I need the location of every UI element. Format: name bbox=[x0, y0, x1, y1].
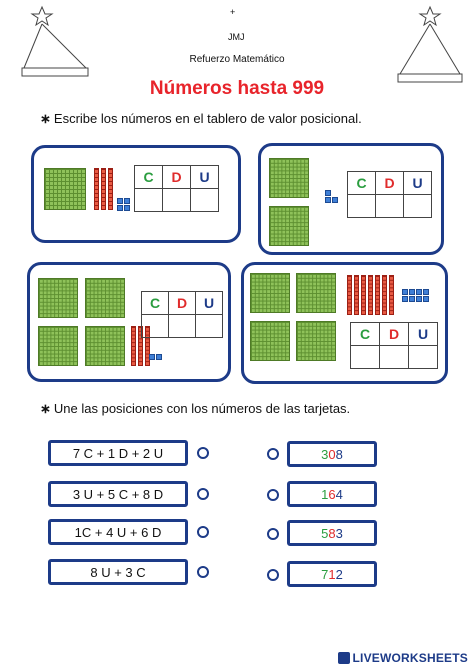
unit-cube bbox=[325, 190, 331, 196]
left-connector-dot-2[interactable] bbox=[197, 488, 209, 500]
star-bullet: ∗ bbox=[40, 401, 51, 416]
unit-cube bbox=[156, 354, 162, 360]
header-c: C bbox=[351, 323, 380, 346]
ten-rod bbox=[101, 168, 106, 210]
header-d: D bbox=[163, 166, 191, 189]
right-connector-dot-2[interactable] bbox=[267, 489, 279, 501]
answer-cell-u[interactable] bbox=[196, 315, 223, 338]
subtitle: Refuerzo Matemático bbox=[189, 54, 285, 65]
ten-rod bbox=[368, 275, 373, 315]
digit-tens: 1 bbox=[328, 566, 336, 582]
hundred-block bbox=[250, 321, 290, 361]
place-value-panel-2 bbox=[258, 143, 444, 255]
unit-cube bbox=[402, 289, 408, 295]
digit-tens: 0 bbox=[328, 446, 336, 462]
instruction-text: Escribe los números en el tablero de valor posicional. bbox=[53, 111, 362, 126]
right-connector-dot-3[interactable] bbox=[267, 528, 279, 540]
header-u: U bbox=[409, 323, 438, 346]
unit-cube bbox=[117, 198, 123, 204]
answer-cell-c[interactable] bbox=[135, 189, 163, 212]
unit-cube bbox=[325, 197, 331, 203]
hundred-block bbox=[269, 158, 309, 198]
answer-cell-d[interactable] bbox=[380, 346, 409, 369]
unit-cube bbox=[117, 205, 123, 211]
hundred-block bbox=[85, 278, 125, 318]
header-u: U bbox=[191, 166, 219, 189]
digit-units: 3 bbox=[335, 525, 343, 541]
digit-hundreds: 7 bbox=[321, 566, 329, 582]
hundred-block bbox=[38, 278, 78, 318]
place-value-panel-3 bbox=[27, 262, 231, 382]
answer-cell-u[interactable] bbox=[409, 346, 438, 369]
digit-units: 2 bbox=[335, 566, 343, 582]
hundred-block bbox=[85, 326, 125, 366]
header-c: C bbox=[348, 172, 376, 195]
number-card-4 bbox=[287, 561, 377, 587]
page-title: Números hasta 999 bbox=[149, 78, 325, 99]
header-u: U bbox=[404, 172, 432, 195]
ten-rod bbox=[382, 275, 387, 315]
answer-cell-u[interactable] bbox=[404, 195, 432, 218]
place-value-table bbox=[347, 171, 432, 218]
hundred-block bbox=[296, 273, 336, 313]
unit-cube bbox=[149, 354, 155, 360]
star-bullet: ∗ bbox=[40, 111, 51, 126]
unit-cube bbox=[409, 296, 415, 302]
answer-cell-u[interactable] bbox=[191, 189, 219, 212]
expression-box-2: 3 U + 5 C + 8 D bbox=[48, 481, 188, 507]
answer-cell-c[interactable] bbox=[348, 195, 376, 218]
unit-cube bbox=[416, 289, 422, 295]
place-value-table bbox=[141, 291, 223, 338]
answer-cell-d[interactable] bbox=[169, 315, 196, 338]
digit-units: 8 bbox=[335, 446, 343, 462]
unit-cube bbox=[423, 296, 429, 302]
expression-box-4: 8 U + 3 C bbox=[48, 559, 188, 585]
expression-box-3: 1C + 4 U + 6 D bbox=[48, 519, 188, 545]
number-card-1 bbox=[287, 441, 377, 467]
left-tree-drawing bbox=[20, 4, 92, 82]
ten-rod bbox=[108, 168, 113, 210]
unit-cube bbox=[423, 289, 429, 295]
unit-cube bbox=[416, 296, 422, 302]
header-c: C bbox=[142, 292, 169, 315]
digit-units: 4 bbox=[335, 486, 343, 502]
place-value-table bbox=[350, 322, 438, 369]
ten-rod bbox=[389, 275, 394, 315]
hundred-block bbox=[44, 168, 86, 210]
digit-tens: 8 bbox=[328, 525, 336, 541]
instruction-place-value bbox=[40, 111, 362, 127]
brand-text: LIVEWORKSHEETS bbox=[352, 651, 468, 665]
ten-rod bbox=[354, 275, 359, 315]
digit-hundreds: 3 bbox=[321, 446, 329, 462]
digit-tens: 6 bbox=[328, 486, 336, 502]
instruction-text: Une las posiciones con los números de las tarjetas. bbox=[53, 401, 351, 416]
digit-hundreds: 5 bbox=[321, 525, 329, 541]
number-card-3 bbox=[287, 520, 377, 546]
answer-cell-d[interactable] bbox=[163, 189, 191, 212]
unit-cube bbox=[124, 205, 130, 211]
answer-cell-c[interactable] bbox=[142, 315, 169, 338]
jmj-label: JMJ bbox=[228, 32, 245, 42]
right-connector-dot-4[interactable] bbox=[267, 569, 279, 581]
header-d: D bbox=[169, 292, 196, 315]
header-d: D bbox=[380, 323, 409, 346]
answer-cell-d[interactable] bbox=[376, 195, 404, 218]
hundred-block bbox=[38, 326, 78, 366]
ten-rod bbox=[361, 275, 366, 315]
left-connector-dot-3[interactable] bbox=[197, 526, 209, 538]
header-c: C bbox=[135, 166, 163, 189]
unit-cube bbox=[409, 289, 415, 295]
header-u: U bbox=[196, 292, 223, 315]
ten-rod bbox=[347, 275, 352, 315]
instruction-matching bbox=[40, 401, 350, 417]
unit-cube bbox=[402, 296, 408, 302]
liveworksheets-icon bbox=[338, 652, 350, 664]
hundred-block bbox=[250, 273, 290, 313]
place-value-table bbox=[134, 165, 219, 212]
digit-hundreds: 1 bbox=[321, 486, 329, 502]
left-connector-dot-1[interactable] bbox=[197, 447, 209, 459]
left-connector-dot-4[interactable] bbox=[197, 566, 209, 578]
right-tree-drawing bbox=[394, 4, 466, 88]
liveworksheets-logo bbox=[338, 651, 468, 665]
unit-cube bbox=[124, 198, 130, 204]
place-value-panel-1 bbox=[31, 145, 241, 243]
ten-rod bbox=[375, 275, 380, 315]
expression-box-1: 7 C + 1 D + 2 U bbox=[48, 440, 188, 466]
ten-rod bbox=[94, 168, 99, 210]
header-d: D bbox=[376, 172, 404, 195]
unit-cube bbox=[332, 197, 338, 203]
ten-rod bbox=[131, 326, 136, 366]
number-card-2 bbox=[287, 481, 377, 507]
right-connector-dot-1[interactable] bbox=[267, 448, 279, 460]
answer-cell-c[interactable] bbox=[351, 346, 380, 369]
hundred-block bbox=[269, 206, 309, 246]
cross-symbol: + bbox=[230, 7, 236, 17]
place-value-panel-4 bbox=[241, 262, 448, 384]
hundred-block bbox=[296, 321, 336, 361]
